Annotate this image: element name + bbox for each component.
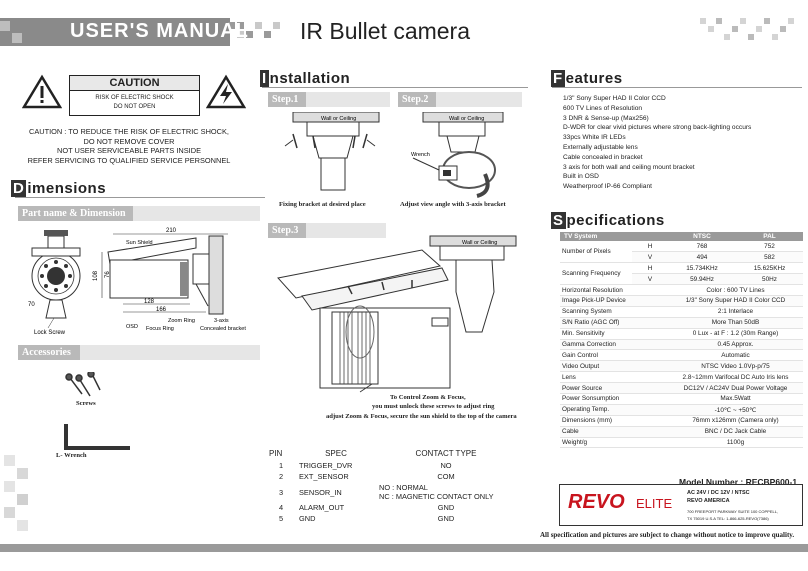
address-line: 700 FREEPORT PARKWAY SUITE 100 COPPELL, [687, 509, 779, 514]
spec-value: 76mm x126mm (Camera only) [668, 415, 803, 426]
feature-item: 1/3" Sony Super HAD II Color CCD [563, 95, 666, 102]
svg-text:OSD: OSD [126, 324, 138, 330]
elite-logo: ELITE [636, 496, 673, 511]
svg-text:Wall or Ceiling: Wall or Ceiling [321, 116, 357, 122]
svg-text:Wall or Ceiling: Wall or Ceiling [449, 116, 485, 122]
spec-col-ntsc: NTSC [668, 232, 736, 241]
svg-text:Focus Ring: Focus Ring [146, 326, 174, 332]
spec-label: Power Sonsumption [560, 393, 668, 404]
feature-item: 3 DNR & Sense-up (Max256) [563, 114, 649, 122]
screws-label: Screws [76, 400, 96, 407]
power-spec: AC 24V / DC 12V / NTSC [687, 490, 750, 496]
spec-value: 2.8~12mm Varifocal DC Auto Iris lens [668, 372, 803, 383]
spec-label: Dimensions (mm) [560, 415, 668, 426]
spec-value: 2:1 Interlace [668, 306, 803, 317]
step3-label: Step.3 [268, 223, 306, 238]
pin-type: GND [437, 503, 455, 512]
bottom-bar [0, 544, 808, 552]
dimensions-heading: D imensions [13, 180, 107, 197]
feature-item: D-WDR for clear vivid pictures where strong back-lighting occurs [563, 124, 752, 132]
spec-label: Number of Pixels [560, 241, 632, 263]
pin-type-line: NC : MAGNETIC CONTACT ONLY [379, 492, 494, 501]
spec-sub: V [632, 252, 668, 263]
feature-item: 33pcs White IR LEDs [563, 134, 626, 142]
spec-sub: V [632, 274, 668, 285]
feature-item: Externally adjustable lens [563, 143, 638, 151]
caution-text-line: DO NOT REMOVE COVER [83, 136, 175, 146]
pin-spec: EXT_SENSOR [299, 472, 349, 481]
model-number: Model Number : RECBP600-1 [679, 477, 798, 487]
pin-type: GND [437, 514, 455, 523]
pin-spec: TRIGGER_DVR [299, 461, 353, 470]
spec-label: Weight/g [560, 437, 668, 448]
pin-type: COM [437, 472, 455, 481]
caution-text [0, 127, 258, 165]
svg-text:166: 166 [156, 307, 167, 313]
svg-text:Lock Screw: Lock Screw [34, 330, 66, 336]
spec-value: Automatic [668, 350, 803, 361]
pin-table [266, 446, 516, 524]
pin-type: NO [440, 461, 452, 470]
spec-label: Scanning Frequency [560, 263, 632, 285]
spec-label: Gain Control [560, 350, 668, 361]
spec-ntsc: 15.734KHz [668, 263, 736, 274]
accessories-bar: Accessories [18, 345, 80, 360]
caution-line1: RISK OF ELECTRIC SHOCK [95, 95, 174, 101]
spec-col-pal: PAL [736, 232, 803, 241]
spec-label: Video Output [560, 361, 668, 372]
spec-pal: 582 [736, 252, 803, 263]
step1-drawing [275, 112, 385, 200]
spec-label: Operating Temp. [560, 404, 668, 415]
step1-caption: Fixing bracket at desired place [279, 201, 366, 208]
spec-table [560, 232, 803, 448]
step3-caption-b: you must unlock these screws to adjust ring [372, 403, 495, 410]
spec-label: Gamma Correction [560, 339, 668, 350]
spec-label: S/N Ratio (AGC Off) [560, 317, 668, 328]
company-name: REVO AMERICA [687, 498, 730, 504]
step2-drawing [403, 112, 518, 200]
spec-label: Power Source [560, 383, 668, 394]
warning-triangle-icon [22, 74, 62, 110]
pin-spec: GND [299, 514, 316, 523]
address-line: TX 75019 U.S.A TEL: 1-866-625-REVO(7386) [687, 516, 769, 521]
pin-number: 4 [278, 503, 284, 512]
spec-value: DC12V / AC24V Dual Power Voltage [668, 383, 803, 394]
svg-text:210: 210 [166, 228, 177, 234]
spec-value: 1100g [668, 437, 803, 448]
caution-line2: DO NOT OPEN [113, 104, 156, 110]
screws-icon [60, 372, 110, 402]
step3-caption-a: To Control Zoom & Focus, [390, 394, 466, 401]
pin-number: 3 [278, 487, 284, 497]
pin-number: 1 [278, 461, 284, 470]
spec-value: 1/3" Sony Super HAD II Color CCD [668, 295, 803, 306]
footer-disclaimer: All specification and pictures are subject to change without notice to improve quality. [540, 531, 795, 539]
pin-type [376, 482, 516, 502]
part-dimension-bar: Part name & Dimension [18, 206, 133, 221]
spec-pal: 50Hz [736, 274, 803, 285]
svg-text:Zoom Ring: Zoom Ring [168, 318, 195, 324]
pin-type-line: NO : NORMAL [379, 483, 428, 492]
spec-sub: H [632, 241, 668, 252]
feature-item: 3 axis for both wall and ceiling mount bracket [563, 163, 695, 171]
spec-value: Max.5Watt [668, 393, 803, 404]
spec-col-system: TV System [560, 232, 668, 241]
step2-caption: Adjust view angle with 3-axis bracket [400, 201, 506, 208]
step2-label: Step.2 [398, 92, 436, 107]
svg-text:108: 108 [93, 270, 99, 281]
spec-value: More Than 50dB [668, 317, 803, 328]
spec-label: Min. Sensitivity [560, 328, 668, 339]
spec-header: SPEC [325, 448, 347, 458]
pin-spec: SENSOR_IN [299, 487, 342, 497]
features-heading: F eatures [553, 70, 623, 87]
pin-number: 2 [278, 472, 284, 481]
revo-info-box [559, 484, 803, 526]
feature-item: Built in OSD [563, 173, 599, 181]
svg-text:70: 70 [28, 302, 35, 308]
spec-label: Scanning System [560, 306, 668, 317]
spec-label: Cable [560, 426, 668, 437]
revo-logo: REVO [568, 491, 625, 513]
spec-label: Image Pick-UP Device [560, 295, 668, 306]
spec-value: -10℃ ~ +50℃ [668, 404, 803, 415]
spec-value: NTSC Video 1.0Vp-p/75 [668, 361, 803, 372]
step3-drawing [272, 232, 528, 412]
feature-item: Cable concealed in bracket [563, 153, 643, 161]
spec-sub: H [632, 263, 668, 274]
spec-label: Horizontal Resolution [560, 285, 668, 296]
spec-ntsc: 768 [668, 241, 736, 252]
pin-header: PIN [269, 448, 283, 458]
spec-label: Lens [560, 372, 668, 383]
caution-text-line: CAUTION : TO REDUCE THE RISK OF ELECTRIC SHOCK, [29, 127, 229, 136]
step3-caption-c: adjust Zoom & Focus, secure the sun shield to the top of the camera [326, 413, 517, 420]
svg-text:Sun Shield: Sun Shield [126, 240, 153, 246]
spec-value: Color : 600 TV Lines [668, 285, 803, 296]
specifications-heading: S pecifications [553, 212, 665, 229]
contact-header: CONTACT TYPE [415, 448, 477, 458]
svg-text:Concealed bracket: Concealed bracket [200, 326, 246, 332]
features-list [563, 94, 751, 192]
spec-pal: 752 [736, 241, 803, 252]
pin-number: 5 [278, 514, 284, 523]
spec-value: 0.45 Approx. [668, 339, 803, 350]
installation-heading: I nstallation [262, 70, 351, 87]
caution-text-line: NOT USER SERVICEABLE PARTS INSIDE [56, 146, 202, 155]
pin-spec: ALARM_OUT [299, 503, 345, 512]
spec-value: 0 Lux - at F : 1.2 (30m Range) [668, 328, 803, 339]
dimension-drawing [18, 226, 258, 341]
bottom-left-squares [0, 455, 36, 545]
svg-text:128: 128 [144, 299, 155, 305]
caution-box [69, 75, 200, 116]
svg-text:Wall or Ceiling: Wall or Ceiling [462, 240, 498, 246]
caution-title: CAUTION [70, 76, 199, 91]
spec-pal: 15.625KHz [736, 263, 803, 274]
spec-value: BNC / DC Jack Cable [668, 426, 803, 437]
high-voltage-icon [206, 74, 246, 110]
spec-ntsc: 494 [668, 252, 736, 263]
feature-item: Weatherproof IP-66 Compliant [563, 183, 652, 191]
product-title: IR Bullet camera [300, 18, 471, 44]
l-wrench-icon [62, 422, 132, 452]
spec-ntsc: 59.94Hz [668, 274, 736, 285]
svg-text:3-axis: 3-axis [214, 318, 229, 324]
step1-label: Step.1 [268, 92, 306, 107]
svg-text:76: 76 [105, 271, 111, 278]
caution-text-line: REFER SERVICING TO QUALIFIED SERVICE PERSONNEL [27, 155, 231, 165]
feature-item: 600 TV Lines of Resolution [563, 104, 643, 112]
svg-text:Wrench: Wrench [411, 152, 430, 158]
header-squares-right [700, 14, 800, 50]
wrench-label: L- Wrench [56, 452, 87, 459]
manual-label: USER'S MANUAL [70, 20, 249, 42]
